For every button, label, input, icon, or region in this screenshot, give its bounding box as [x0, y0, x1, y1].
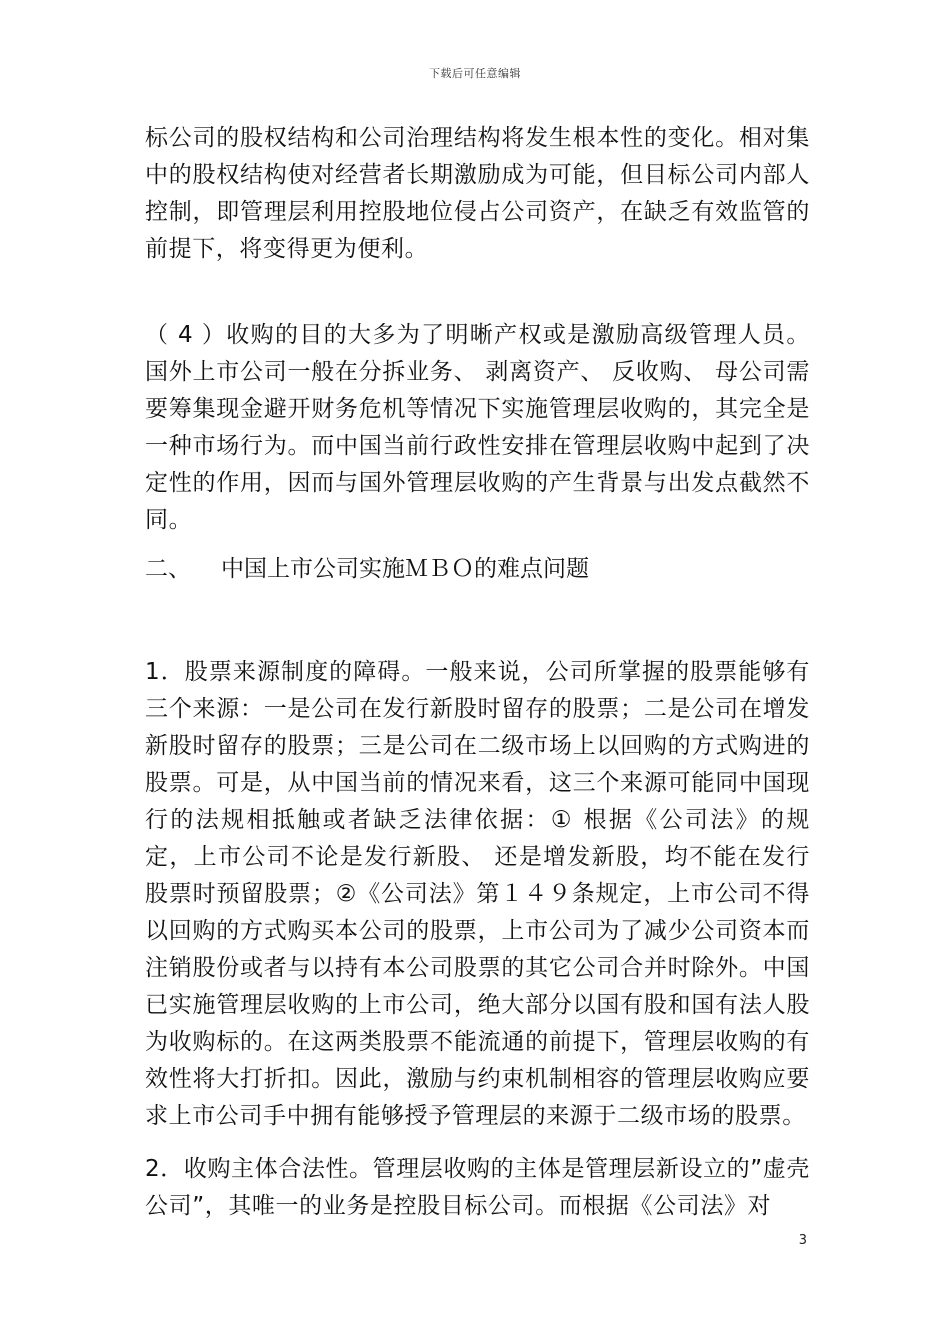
paragraph-governance: 标公司的股权结构和公司治理结构将发生根本性的变化。相对集中的股权结构使对经营者长期激励成为可能，但目标公司内部人控制，即管理层利用控股地位侵占公司资产，在缺乏有效监管的前提下，将变得更为便利。: [145, 125, 810, 262]
paragraph-acquisition-purpose: （ 4 ）收购的目的大多为了明晰产权或是激励高级管理人员。国外上市公司一般在分拆业务、 剥离资产、 反收购、 母公司需要筹集现金避开财务危机等情况下实施管理层收购的，其完全是一种市场行为。而中国当前行政性安排在管理层收购中起到了决定性的作用，因而与国外管理层收购的产生背景与出发点截然不同。: [145, 322, 810, 533]
page-number: 3: [798, 1233, 807, 1248]
section-heading-number: 二、: [145, 556, 191, 582]
section-heading: [145, 551, 810, 588]
section-heading-text: 中国上市公司实施ＭＢＯ的难点问题: [221, 556, 589, 582]
header-note: 下载后可任意编辑: [429, 67, 521, 80]
paragraph-acquisition-subject: 2．收购主体合法性。管理层收购的主体是管理层新设立的”虚壳公司”，其唯一的业务是控股目标公司。而根据《公司法》对: [145, 1156, 810, 1219]
paragraph-stock-source: 1．股票来源制度的障碍。一般来说，公司所掌握的股票能够有三个来源：一是公司在发行新股时留存的股票；二是公司在增发新股时留存的股票；三是公司在二级市场上以回购的方式购进的股票。可是，从中国当前的情况来看，这三个来源可能同中国现行的法规相抵触或者缺乏法律依据：① 根据《公司法》的规定，上市公司不论是发行新股、 还是增发新股，均不能在发行股票时预留股票；②《公司法》第１４９条规定，上市公司不得以回购的方式购买本公司的股票，上市公司为了减少公司资本而注销股份或者与以持有本公司股票的其它公司合并时除外。中国已实施管理层收购的上市公司，绝大部分以国有股和国有法人股为收购标的。在这两类股票不能流通的前提下，管理层收购的有效性将大打折扣。因此，激励与约束机制相容的管理层收购应要求上市公司手中拥有能够授予管理层的来源于二级市场的股票。: [145, 659, 810, 1129]
